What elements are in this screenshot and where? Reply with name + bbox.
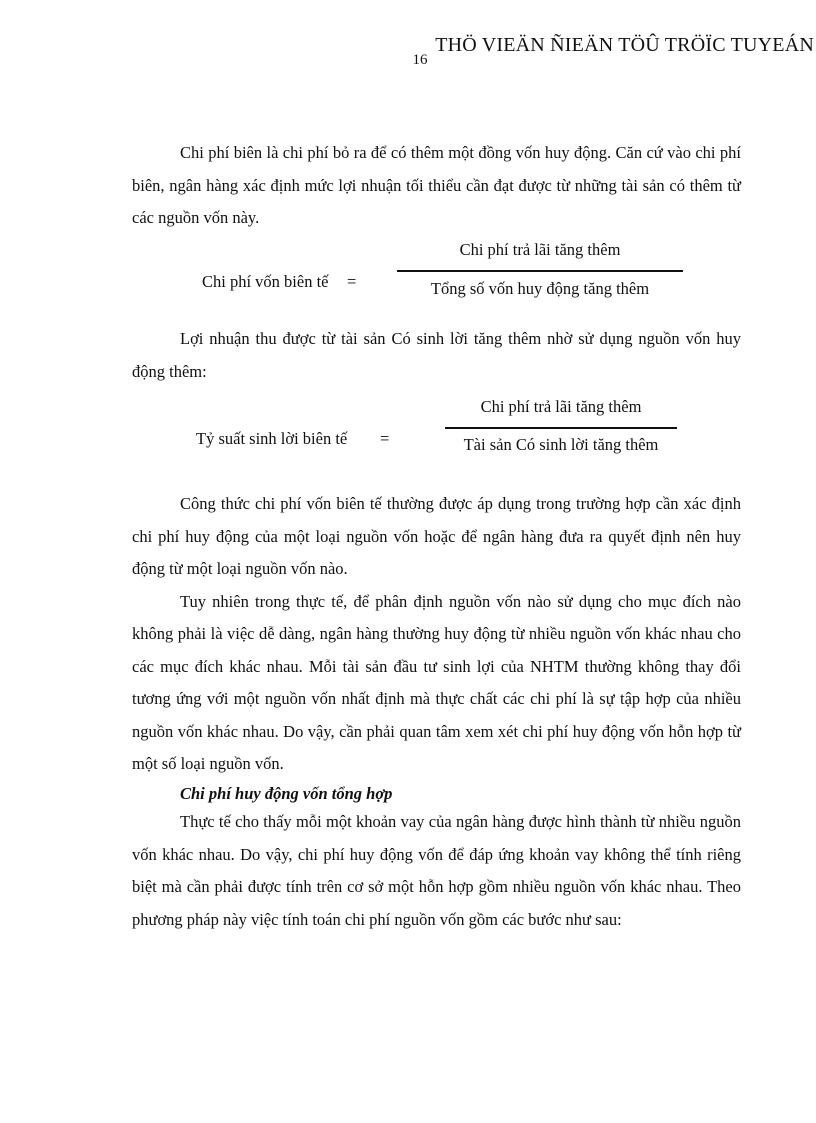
library-watermark: THÖ VIEÄN ÑIEÄN TÖÛ TRÖÏC TUYEÁN — [435, 34, 814, 56]
formula-2-numerator: Chi phí trả lãi tăng thêm — [480, 397, 642, 416]
body-text-block-2 — [132, 323, 741, 388]
body-text-block-3 — [132, 488, 741, 781]
paragraph-mixed-sources: Tuy nhiên trong thực tế, để phân định nguồn vốn nào sử dụng cho mục đích nào không phải là việc dễ dàng, ngân hàng thường huy động từ nhiều nguồn vốn khác nhau cho các mục đích khác nhau. Mỗi tài sản đầu tư sinh lợi của NHTM thường không thay đổi tương ứng với một nguồn vốn nhất định mà thực chất các chi phí là sự tập hợp của nhiều nguồn vốn khác nhau. Do vậy, cần phải quan tâm xem xét chi phí huy động vốn hỗn hợp từ một số loại nguồn vốn. — [132, 591, 741, 773]
paragraph-marginal-profit: Lợi nhuận thu được từ tài sản Có sinh lời tăng thêm nhờ sử dụng nguồn vốn huy động thêm: — [132, 329, 741, 381]
section-heading: Chi phí huy động vốn tổng hợp — [180, 784, 393, 803]
formula-2-denominator: Tài sản Có sinh lời tăng thêm — [463, 435, 659, 454]
page-number: 16 — [412, 52, 428, 68]
paragraph-formula-application: Công thức chi phí vốn biên tế thường được áp dụng trong trường hợp cần xác định chi phí huy động của một loại nguồn vốn hoặc để ngân hàng đưa ra quyết định nên huy động từ một loại nguồn vốn nào. — [132, 494, 741, 578]
formula-2-fraction-bar — [445, 427, 677, 429]
paragraph-marginal-cost-definition: Chi phí biên là chi phí bỏ ra để có thêm một đồng vốn huy động. Căn cứ vào chi phí biên, ngân hàng xác định mức lợi nhuận tối thiểu cần đạt được từ những tài sản có thêm từ các nguồn vốn này. — [132, 143, 741, 227]
formula-1-label: Chi phí vốn biên tế — [202, 272, 329, 291]
formula-1-denominator: Tổng số vốn huy động tăng thêm — [430, 279, 650, 298]
body-text-block-4 — [132, 806, 741, 936]
formula-1-equals: = — [347, 272, 357, 291]
formula-2-equals: = — [380, 429, 390, 448]
body-text-block-1 — [132, 137, 741, 235]
formula-1-numerator: Chi phí trả lãi tăng thêm — [459, 240, 621, 259]
formula-1-fraction-bar — [397, 270, 683, 272]
formula-2-label: Tỷ suất sinh lời biên tế — [196, 429, 348, 448]
paragraph-aggregate-cost: Thực tế cho thấy mỗi một khoản vay của ngân hàng được hình thành từ nhiều nguồn vốn khác nhau. Do vậy, chi phí huy động vốn để đáp ứng khoản vay không thể tính riêng biệt mà cần phải được tính trên cơ sở một hỗn hợp gồm nhiều nguồn vốn khác nhau. Theo phương pháp này việc tính toán chi phí nguồn vốn gồm các bước như sau: — [132, 812, 741, 929]
